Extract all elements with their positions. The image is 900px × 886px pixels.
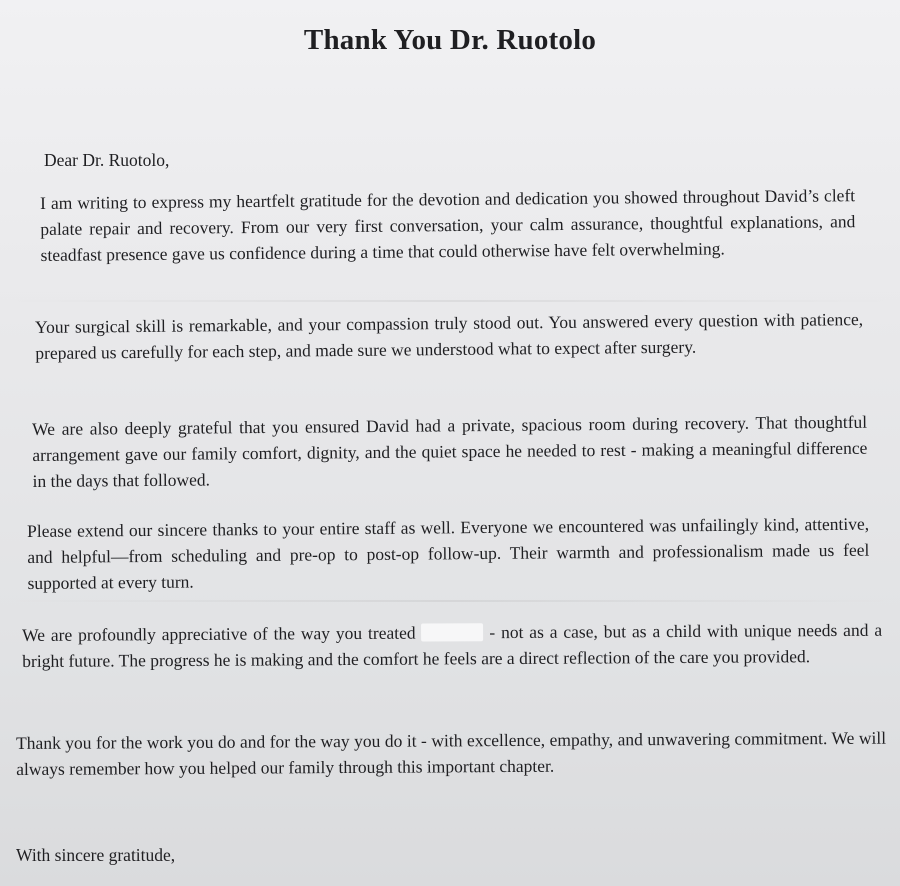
redacted-name xyxy=(421,623,483,641)
closing-line: With sincere gratitude, xyxy=(16,845,176,865)
paragraph-staff-thanks: Please extend our sincere thanks to your entire staff as well. Everyone we encountered was unfailingly kind, attentive, and helpful—from scheduling and pre-op to post-op follow-up. Their warmth and professionalism made us feel supported at every turn. xyxy=(27,513,870,593)
paper-fold-line xyxy=(0,600,900,602)
paper-fold-line xyxy=(0,300,900,302)
paragraph-closing-thanks: Thank you for the work you do and for the way you do it - with excellence, empathy, and unwavering commitment. We will always remember how you helped our family through this important chapter. xyxy=(16,727,887,779)
paragraph-appreciation-end: - not as a case, but as a child with unique needs and a bright future. The progress he is making and the comfort he feels are a direct reflection of the care you provided. xyxy=(22,619,883,671)
paragraph-gratitude: I am writing to express my heartfelt gratitude for the devotion and dedication you showed throughout David’s cleft palate repair and recovery. From our very first conversation, your calm assurance, thoughtful explanations, and steadfast presence gave us confidence during a time that could otherwise have felt overwhelming. xyxy=(40,185,856,265)
paragraph-appreciation xyxy=(22,617,882,674)
salutation: Dear Dr. Ruotolo, xyxy=(44,150,170,170)
letter-title: Thank You Dr. Ruotolo xyxy=(303,24,597,56)
paragraph-surgical-skill: Your surgical skill is remarkable, and your compassion truly stood out. You answered every question with patience, prepared us carefully for each step, and made sure we understood what to expect after surgery. xyxy=(35,309,864,363)
paragraph-appreciation-start: We are profoundly appreciative of the way you treated xyxy=(22,622,422,645)
paragraph-private-room: We are also deeply grateful that you ensured David had a private, spacious room during recovery. That thoughtful arrangement gave our family comfort, dignity, and the quiet space he needed to rest - making a meaningful difference in the days that followed. xyxy=(32,411,868,491)
